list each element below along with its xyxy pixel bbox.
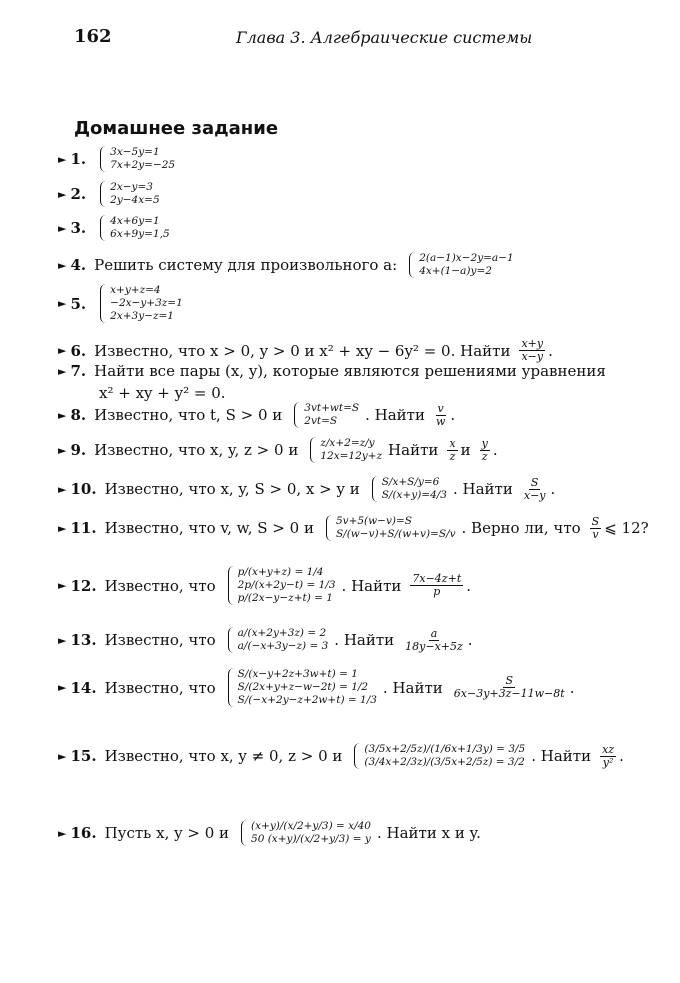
problem-text: Известно, что x, y ≠ 0, z > 0 и bbox=[104, 747, 343, 765]
fraction-denominator: x−y bbox=[521, 350, 544, 363]
left-brace bbox=[310, 437, 316, 463]
problem-tail: . bbox=[492, 441, 498, 459]
problem-text: Решить систему для произвольного a: bbox=[94, 256, 398, 274]
left-brace bbox=[372, 476, 378, 502]
equation: p/(2x−y−z+t) = 1 bbox=[237, 592, 333, 604]
problem-text: Известно, что bbox=[104, 631, 216, 649]
problem-number: 8. bbox=[70, 406, 87, 424]
fraction-numerator: a bbox=[430, 626, 438, 640]
equations bbox=[110, 215, 170, 241]
equation: 7x+2y=−25 bbox=[110, 159, 176, 171]
fraction-numerator: v bbox=[437, 401, 444, 415]
left-brace bbox=[100, 181, 106, 207]
left-brace bbox=[241, 820, 247, 846]
problem-text-after: . Верно ли, что bbox=[461, 519, 581, 537]
problem-number: 13. bbox=[70, 631, 97, 649]
problem-tail: . bbox=[467, 631, 473, 649]
equations bbox=[364, 743, 525, 769]
fraction-denominator: 18y−x+5z bbox=[405, 639, 463, 653]
problem-2 bbox=[58, 181, 166, 207]
bullet-icon: ► bbox=[58, 221, 67, 235]
equation: 2y−4x=5 bbox=[110, 194, 160, 206]
equation-system bbox=[100, 284, 183, 323]
equations bbox=[110, 181, 160, 207]
problem-text-after: . Найти bbox=[382, 678, 443, 697]
problem-tail: . bbox=[466, 576, 472, 595]
equation-system bbox=[354, 743, 525, 769]
equations bbox=[304, 402, 359, 428]
problem-text-after: . Найти bbox=[365, 406, 425, 424]
bullet-icon: ► bbox=[58, 187, 67, 201]
problem-tail: . bbox=[550, 480, 556, 498]
problem-7 bbox=[58, 362, 612, 380]
equation: S/(−x+2y−z+2w+t) = 1/3 bbox=[237, 694, 377, 706]
equation: 3vt+wt=S bbox=[304, 402, 360, 414]
fraction bbox=[590, 516, 602, 541]
bullet-icon: ► bbox=[58, 521, 67, 535]
problem-16 bbox=[58, 820, 487, 846]
problem-12 bbox=[58, 566, 471, 605]
equation: 12x=12y+z bbox=[320, 450, 383, 462]
problem-number: 14. bbox=[70, 678, 97, 697]
problem-text: Известно, что bbox=[104, 678, 216, 697]
problem-text: Найти все пары (x, y), которые являются решениями уравнения bbox=[94, 362, 606, 380]
bullet-icon: ► bbox=[58, 482, 67, 496]
problem-8 bbox=[58, 402, 455, 428]
left-brace bbox=[228, 566, 234, 605]
problem-text-after: . Найти x и y. bbox=[376, 824, 481, 842]
left-brace bbox=[228, 627, 234, 653]
problem-9 bbox=[58, 437, 498, 463]
bullet-icon: ► bbox=[58, 749, 67, 763]
problem-text: Известно, что bbox=[104, 576, 216, 595]
problem-text-mid: и bbox=[460, 441, 471, 459]
problem-continuation: x² + xy + y² = 0. bbox=[99, 384, 226, 402]
equation-system bbox=[100, 215, 170, 241]
left-brace bbox=[100, 284, 106, 323]
equation-system bbox=[100, 146, 175, 172]
equation-system bbox=[241, 820, 371, 846]
fraction-numerator: xz bbox=[602, 742, 615, 756]
problem-number: 6. bbox=[70, 341, 87, 360]
equation: z/x+2=z/y bbox=[320, 437, 375, 449]
problem-5 bbox=[58, 284, 189, 323]
problem-number: 11. bbox=[70, 519, 97, 537]
fraction-2-numerator: y bbox=[481, 436, 488, 450]
problem-number: 4. bbox=[70, 256, 87, 274]
bullet-icon: ► bbox=[58, 258, 67, 272]
problem-number: 12. bbox=[70, 576, 97, 595]
equation: a/(−x+3y−z) = 3 bbox=[237, 640, 329, 652]
problem-14 bbox=[58, 668, 574, 707]
equation: S/x+S/y=6 bbox=[381, 476, 440, 488]
equation: S/(2x+y+z−w−2t) = 1/2 bbox=[237, 681, 369, 693]
equation: (3/5x+2/5z)/(1/6x+1/3y) = 3/5 bbox=[364, 743, 526, 755]
bullet-icon: ► bbox=[58, 681, 67, 694]
problem-number: 5. bbox=[70, 294, 87, 313]
equation: 6x+9y=1,5 bbox=[110, 228, 170, 240]
problem-text: Известно, что t, S > 0 и bbox=[94, 406, 283, 424]
bullet-icon: ► bbox=[58, 408, 67, 422]
fraction bbox=[447, 438, 457, 463]
problem-13 bbox=[58, 627, 473, 653]
problem-10 bbox=[58, 476, 555, 502]
left-brace bbox=[354, 743, 360, 769]
equation: 2p/(x+2y−t) = 1/3 bbox=[237, 579, 336, 591]
section-title: Домашнее задание bbox=[74, 118, 279, 139]
equation: 4x+(1−a)y=2 bbox=[419, 265, 492, 277]
equation-system bbox=[100, 181, 160, 207]
problem-text-after: Найти bbox=[388, 441, 439, 459]
problem-text: Известно, что x, y, z > 0 и bbox=[94, 441, 299, 459]
equation: 2vt=S bbox=[304, 415, 338, 427]
problem-number: 16. bbox=[70, 824, 97, 842]
equation: 2(a−1)x−2y=a−1 bbox=[419, 252, 514, 264]
equation-system bbox=[228, 668, 377, 707]
problem-text: Пусть x, y > 0 и bbox=[104, 824, 230, 842]
equation-system bbox=[228, 627, 329, 653]
page-number: 162 bbox=[74, 26, 112, 47]
equation: p/(x+y+z) = 1/4 bbox=[237, 566, 324, 578]
problem-text: Известно, что x > 0, y > 0 и x² + xy − 6y² = 0. Найти bbox=[94, 341, 511, 360]
fraction-denominator: p bbox=[433, 585, 441, 598]
problem-tail: . bbox=[548, 341, 553, 360]
equation: x+y+z=4 bbox=[110, 284, 161, 296]
fraction-denominator: w bbox=[435, 414, 446, 428]
equations bbox=[110, 284, 183, 323]
fraction bbox=[403, 628, 465, 653]
problem-tail: ⩽ 12? bbox=[604, 519, 649, 537]
bullet-icon: ► bbox=[58, 364, 67, 378]
fraction-numerator: x+y bbox=[521, 337, 544, 350]
equation: 4x+6y=1 bbox=[110, 215, 160, 227]
equation: S/(x+y)=4/3 bbox=[381, 489, 447, 501]
fraction bbox=[600, 744, 616, 769]
fraction bbox=[519, 338, 545, 363]
fraction-numerator: S bbox=[505, 674, 514, 687]
problem-number: 1. bbox=[70, 150, 87, 168]
equations bbox=[251, 820, 371, 846]
bullet-icon: ► bbox=[58, 297, 67, 310]
fraction-2 bbox=[480, 438, 490, 463]
equation: 2x+3y−z=1 bbox=[110, 310, 174, 322]
equation: (3/4x+2/3z)/(3/5x+2/5z) = 3/2 bbox=[364, 756, 525, 768]
equation: 50 (x+y)/(x/2+y/3) = y bbox=[251, 833, 371, 845]
fraction-denominator: 6x−3y+3z−11w−8t bbox=[453, 687, 565, 700]
equation: a/(x+2y+3z) = 2 bbox=[237, 627, 327, 639]
fraction bbox=[522, 477, 548, 502]
running-title: Глава 3. Алгебраические системы bbox=[236, 28, 533, 47]
fraction-denominator: x−y bbox=[523, 488, 546, 502]
bullet-icon: ► bbox=[58, 344, 67, 357]
fraction bbox=[410, 573, 463, 598]
problem-tail: . bbox=[569, 678, 575, 697]
fraction bbox=[452, 675, 567, 700]
left-brace bbox=[100, 215, 106, 241]
equations bbox=[238, 627, 329, 653]
equation-system bbox=[326, 515, 456, 541]
equations bbox=[110, 146, 175, 172]
problem-text-after: . Найти bbox=[341, 576, 402, 595]
problem-number: 9. bbox=[70, 441, 87, 459]
equation: S/(x−y+2z+3w+t) = 1 bbox=[237, 668, 358, 680]
equation: −2x−y+3z=1 bbox=[110, 297, 183, 309]
fraction-denominator: v bbox=[592, 527, 599, 541]
problem-number: 15. bbox=[70, 747, 97, 765]
problem-number: 10. bbox=[70, 480, 97, 498]
problem-3 bbox=[58, 215, 176, 241]
fraction-denominator: z bbox=[449, 449, 456, 463]
equation-system bbox=[294, 402, 359, 428]
equation: (x+y)/(x/2+y/3) = x/40 bbox=[251, 820, 371, 832]
equation: S/(w−v)+S/(w+v)=S/v bbox=[335, 528, 456, 540]
problem-1 bbox=[58, 146, 181, 172]
problem-number: 7. bbox=[70, 362, 87, 380]
fraction-numerator: x bbox=[449, 436, 456, 450]
fraction-numerator: 7x−4z+t bbox=[412, 572, 462, 585]
left-brace bbox=[228, 668, 234, 707]
problem-4 bbox=[58, 252, 520, 278]
bullet-icon: ► bbox=[58, 579, 67, 592]
problem-text: Известно, что x, y, S > 0, x > y и bbox=[104, 480, 360, 498]
equation: 2x−y=3 bbox=[110, 181, 153, 193]
equation-system bbox=[310, 437, 382, 463]
problem-11 bbox=[58, 515, 649, 541]
problem-text: Известно, что v, w, S > 0 и bbox=[104, 519, 314, 537]
problem-6 bbox=[58, 338, 553, 363]
equations bbox=[238, 668, 377, 707]
equation-system bbox=[409, 252, 513, 278]
bullet-icon: ► bbox=[58, 633, 67, 647]
bullet-icon: ► bbox=[58, 152, 67, 166]
problem-text-after: . Найти bbox=[334, 631, 395, 649]
left-brace bbox=[326, 515, 332, 541]
problem-text-after: . Найти bbox=[453, 480, 513, 498]
left-brace bbox=[409, 252, 415, 278]
equations bbox=[238, 566, 336, 605]
problem-number: 2. bbox=[70, 185, 87, 203]
equation: 5v+5(w−v)=S bbox=[335, 515, 412, 527]
equations bbox=[336, 515, 456, 541]
problem-number: 3. bbox=[70, 219, 87, 237]
fraction-numerator: S bbox=[530, 475, 539, 489]
problem-tail: . bbox=[619, 747, 624, 765]
equations bbox=[419, 252, 513, 278]
left-brace bbox=[294, 402, 300, 428]
fraction-numerator: S bbox=[591, 514, 600, 528]
bullet-icon: ► bbox=[58, 443, 67, 457]
problem-15 bbox=[58, 743, 624, 769]
problem-tail: . bbox=[450, 406, 456, 424]
equation: 3x−5y=1 bbox=[110, 146, 160, 158]
equations bbox=[382, 476, 447, 502]
problem-text-after: . Найти bbox=[531, 747, 592, 765]
fraction-2-denominator: z bbox=[481, 449, 488, 463]
bullet-icon: ► bbox=[58, 826, 67, 840]
equations bbox=[320, 437, 382, 463]
equation-system bbox=[372, 476, 447, 502]
fraction-denominator: y² bbox=[602, 755, 614, 769]
fraction bbox=[434, 403, 447, 428]
left-brace bbox=[100, 146, 106, 172]
equation-system bbox=[228, 566, 336, 605]
